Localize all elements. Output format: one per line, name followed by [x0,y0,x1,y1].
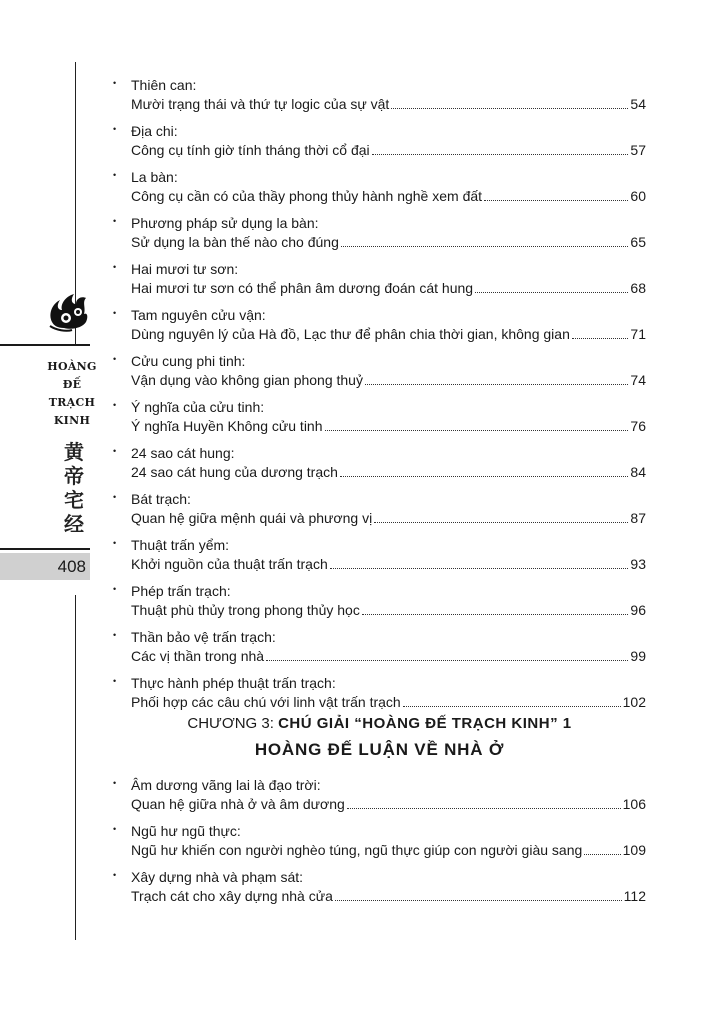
dot-leader [372,154,629,155]
toc-entry-desc: Ý nghĩa Huyền Không cửu tinh [131,418,323,434]
margin-line-bottom [75,595,76,940]
dot-leader [330,568,629,569]
side-book-title [44,358,100,430]
side-chinese-title [54,440,94,536]
bullet-icon: • [113,778,117,788]
dot-leader [341,246,629,247]
chapter-title: CHÚ GIẢI “HOÀNG ĐẾ TRẠCH KINH” 1 [278,715,572,732]
toc-entry-desc: Sử dụng la bàn thế nào cho đúng [131,234,339,250]
dot-leader [325,430,629,431]
toc-entry-title: Hai mươi tư sơn: [131,261,239,277]
toc-entry-page: 76 [630,418,646,434]
toc-entry [113,214,646,252]
bullet-icon: • [113,870,117,880]
dot-leader [365,384,628,385]
toc-entry-page: 99 [630,648,646,664]
side-title-word: KINH [53,414,91,427]
bullet-icon: • [113,824,117,834]
dot-leader [484,200,628,201]
sidebar-rule-bottom [0,548,90,550]
bullet-icon: • [113,538,117,548]
toc-entry [113,674,646,712]
toc-entry [113,168,646,206]
toc-entry-page: 96 [630,602,646,618]
toc-entry-page: 74 [630,372,646,388]
bullet-icon: • [113,216,117,226]
chinese-char: 宅 [64,488,84,512]
toc-entry-desc: Khởi nguồn của thuật trấn trạch [131,556,328,572]
toc-entry-title: Phép trấn trạch: [131,583,231,599]
bullet-icon: • [113,124,117,134]
toc-entry-desc: 24 sao cát hung của dương trạch [131,464,338,480]
bullet-icon: • [113,262,117,272]
toc-entry-desc: Dùng nguyên lý của Hà đồ, Lạc thư để phân chia thời gian, không gian [131,326,570,342]
toc-entry-page: 54 [630,96,646,112]
flame-emblem-icon [46,292,90,332]
chapter-heading [113,714,646,762]
toc-entry-desc: Mười trạng thái và thứ tự logic của sự vật [131,96,390,112]
bullet-icon: • [113,584,117,594]
toc-entry-title: 24 sao cát hung: [131,445,235,461]
toc-entry-desc: Quan hệ giữa mệnh quái và phương vị [131,510,373,526]
bullet-icon: • [113,630,117,640]
chapter-subtitle: HOÀNG ĐẾ LUẬN VỀ NHÀ Ở [254,740,505,759]
dot-leader [347,808,621,809]
dot-leader [335,900,622,901]
toc-entry-desc: Trạch cát cho xây dựng nhà cửa [131,888,333,904]
chinese-char: 帝 [64,464,84,488]
toc-entry-title: Tam nguyên cửu vận: [131,307,266,323]
chinese-char: 黄 [64,440,84,464]
toc-entry [113,260,646,298]
toc-entry-page: 87 [630,510,646,526]
dot-leader [266,660,628,661]
toc-entry-title: Âm dương vãng lai là đạo trời: [131,777,321,793]
toc-entry-desc: Các vị thần trong nhà [131,648,265,664]
toc-entry-page: 65 [630,234,646,250]
toc-entry-desc: Vận dụng vào không gian phong thuỷ [131,372,363,388]
toc-entry-page: 93 [630,556,646,572]
toc-entry [113,536,646,574]
chapter-prefix: CHƯƠNG 3: [187,715,274,732]
bullet-icon: • [113,676,117,686]
toc-entry-desc: Hai mươi tư sơn có thể phân âm dương đoán cát hung [131,280,474,296]
side-title-word: ĐẾ [62,378,82,391]
toc-entry [113,352,646,390]
dot-leader [340,476,629,477]
bullet-icon: • [113,492,117,502]
toc-entry-desc: Công cụ cần có của thầy phong thủy hành nghề xem đất [131,188,483,204]
toc-entry-page: 102 [622,694,646,710]
toc-entry-desc: Ngũ hư khiến con người nghèo túng, ngũ thực giúp con người giàu sang [131,842,583,858]
page-number-box [0,553,90,580]
sidebar-rule-top [0,344,90,346]
toc-entry [113,306,646,344]
bullet-icon: • [113,308,117,318]
bullet-icon: • [113,170,117,180]
toc-entry [113,76,646,114]
toc-entry-page: 109 [622,842,646,858]
bullet-icon: • [113,354,117,364]
toc-entry-title: Cửu cung phi tinh: [131,353,246,369]
toc-entry-desc: Công cụ tính giờ tính tháng thời cổ đại [131,142,370,158]
toc-entry [113,822,646,860]
toc-entry-page: 60 [630,188,646,204]
dot-leader [475,292,628,293]
dot-leader [374,522,628,523]
toc-entry-title: Xây dựng nhà và phạm sát: [131,869,304,885]
toc-entry-title: Thiên can: [131,77,197,93]
toc-entry [113,582,646,620]
toc-entry-title: Thực hành phép thuật trấn trạch: [131,675,336,691]
toc-entry-page: 106 [622,796,646,812]
toc-list-bottom [113,776,646,914]
dot-leader [584,854,620,855]
toc-entry-title: Địa chi: [131,123,178,139]
toc-entry-title: Ngũ hư ngũ thực: [131,823,241,839]
toc-entry [113,122,646,160]
toc-entry-page: 112 [623,888,646,904]
toc-entry [113,444,646,482]
toc-entry [113,868,646,906]
toc-entry-title: Phương pháp sử dụng la bàn: [131,215,319,231]
toc-entry-desc: Quan hệ giữa nhà ở và âm dương [131,796,345,812]
toc-entry-desc: Phối hợp các câu chú với linh vật trấn trạch [131,694,401,710]
toc-entry [113,398,646,436]
side-title-word: TRẠCH [48,396,96,409]
dot-leader [403,706,621,707]
toc-entry-title: Bát trạch: [131,491,191,507]
toc-entry [113,490,646,528]
page-number: 408 [57,557,86,576]
toc-entry-title: La bàn: [131,169,178,185]
toc-entry-page: 84 [630,464,646,480]
toc-entry [113,776,646,814]
toc-entry [113,628,646,666]
side-title-word: HOÀNG [47,360,97,373]
toc-entry-page: 57 [630,142,646,158]
bullet-icon: • [113,400,117,410]
chinese-char: 经 [64,512,84,536]
toc-entry-title: Thần bảo vệ trấn trạch: [131,629,276,645]
toc-entry-title: Thuật trấn yểm: [131,537,230,553]
toc-list-top [113,76,646,720]
bullet-icon: • [113,78,117,88]
dot-leader [362,614,629,615]
dot-leader [572,338,629,339]
toc-entry-desc: Thuật phù thủy trong phong thủy học [131,602,360,618]
dot-leader [391,108,628,109]
toc-entry-page: 71 [630,326,646,342]
toc-entry-page: 68 [630,280,646,296]
bullet-icon: • [113,446,117,456]
toc-entry-title: Ý nghĩa của cửu tinh: [131,399,265,415]
